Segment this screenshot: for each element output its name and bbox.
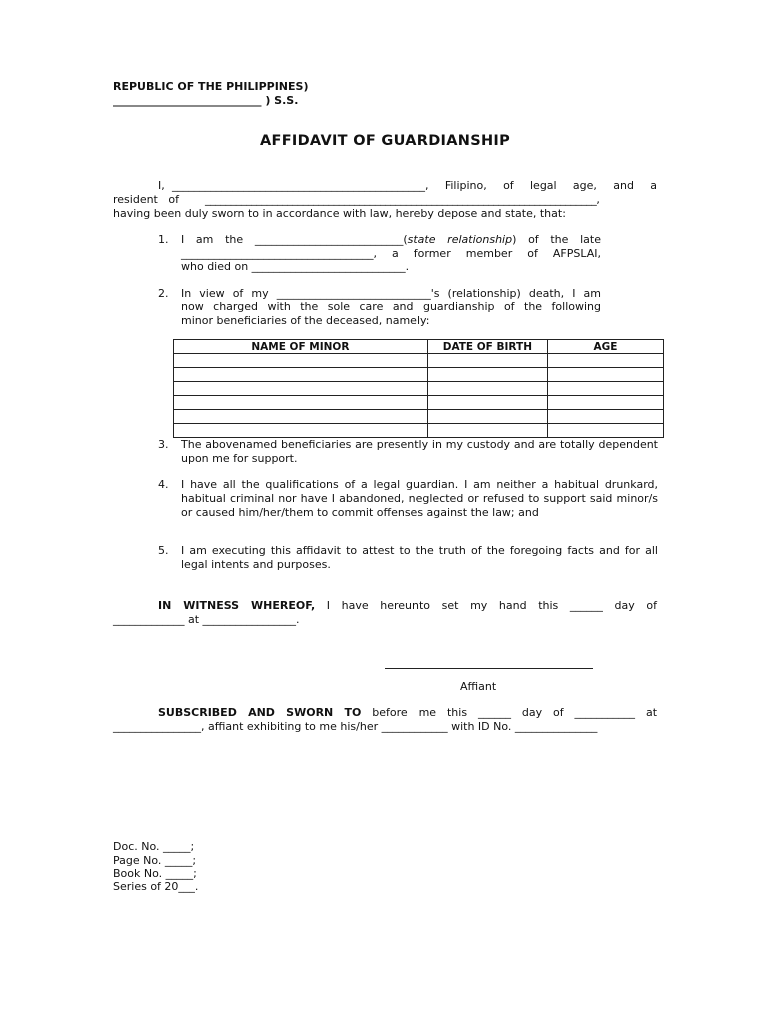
table-row bbox=[174, 410, 664, 424]
table-cell[interactable] bbox=[547, 354, 663, 368]
table-cell[interactable] bbox=[174, 368, 428, 382]
affiant-label: Affiant bbox=[460, 680, 497, 693]
header-venue: ___________________________ ) S.S. bbox=[113, 94, 299, 107]
table-cell[interactable] bbox=[174, 410, 428, 424]
notary-page: Page No. _____; bbox=[113, 854, 197, 867]
witness-rest: I have hereunto set my hand this ______ day of bbox=[326, 599, 658, 612]
item-1-line3: who died on ____________________________. bbox=[181, 260, 410, 273]
item-2-line3: minor beneficiaries of the deceased, namely: bbox=[181, 314, 430, 327]
notary-series: Series of 20___. bbox=[113, 880, 199, 893]
item-2-line2: now charged with the sole care and guardianship of the following bbox=[181, 300, 601, 313]
table-header-row bbox=[174, 340, 664, 354]
witness-line1 bbox=[158, 599, 657, 613]
intro-resident: resident of bbox=[113, 193, 179, 206]
witness-line2: _____________ at _________________. bbox=[113, 613, 300, 626]
table-cell[interactable] bbox=[174, 354, 428, 368]
sworn-line1 bbox=[158, 706, 657, 720]
affiant-signature-line[interactable] bbox=[385, 668, 593, 669]
item-5-text: I am executing this affidavit to attest to the truth of the foregoing facts and for all legal intents and purposes. bbox=[181, 544, 658, 571]
notary-book: Book No. _____; bbox=[113, 867, 197, 880]
table-cell[interactable] bbox=[427, 410, 547, 424]
sworn-rest: before me this ______ day of ___________ at bbox=[372, 706, 658, 719]
item-1-line1-b: ) of the late bbox=[512, 233, 601, 246]
sworn-line2: ________________, affiant exhibiting to me his/her ____________ with ID No. _______________ bbox=[113, 720, 598, 733]
item-3-text: The abovenamed beneficiaries are presently in my custody and are totally dependent upon me for support. bbox=[181, 438, 658, 465]
witness-bold: IN WITNESS WHEREOF, bbox=[158, 599, 316, 612]
table-cell[interactable] bbox=[547, 382, 663, 396]
item-1-line1-a: I am the ___________________________( bbox=[181, 233, 408, 246]
intro-line2: ____________________________________________________________________________, bbox=[205, 193, 600, 206]
minors-table bbox=[173, 339, 664, 438]
sworn-bold: SUBSCRIBED AND SWORN TO bbox=[158, 706, 362, 719]
item-1-number: 1. bbox=[158, 233, 169, 246]
item-1-line1-italic: state relationship bbox=[407, 233, 513, 246]
item-1-line2: ___________________________________, a former member of AFPSLAI, bbox=[181, 247, 601, 260]
header-country: REPUBLIC OF THE PHILIPPINES) bbox=[113, 80, 309, 93]
item-4-number: 4. bbox=[158, 478, 169, 491]
table-header-age: AGE bbox=[547, 340, 663, 354]
table-header-dob: DATE OF BIRTH bbox=[427, 340, 547, 354]
table-row bbox=[174, 382, 664, 396]
table-row bbox=[174, 354, 664, 368]
item-3-number: 3. bbox=[158, 438, 169, 451]
intro-line1: ______________________________________________, Filipino, of legal age, and a bbox=[172, 179, 657, 192]
table-cell[interactable] bbox=[547, 396, 663, 410]
table-cell[interactable] bbox=[174, 396, 428, 410]
table-header-name: NAME OF MINOR bbox=[174, 340, 428, 354]
table-cell[interactable] bbox=[174, 382, 428, 396]
table-row bbox=[174, 396, 664, 410]
item-2-number: 2. bbox=[158, 287, 169, 300]
table-cell[interactable] bbox=[547, 368, 663, 382]
notary-doc: Doc. No. _____; bbox=[113, 840, 195, 853]
table-row bbox=[174, 424, 664, 438]
item-5-number: 5. bbox=[158, 544, 169, 557]
table-cell[interactable] bbox=[174, 424, 428, 438]
table-cell[interactable] bbox=[427, 396, 547, 410]
item-2-line1: In view of my ____________________________'s (relationship) death, I am bbox=[181, 287, 601, 300]
table-cell[interactable] bbox=[547, 424, 663, 438]
table-cell[interactable] bbox=[547, 410, 663, 424]
document-title: AFFIDAVIT OF GUARDIANSHIP bbox=[259, 133, 511, 149]
table-cell[interactable] bbox=[427, 354, 547, 368]
table-cell[interactable] bbox=[427, 424, 547, 438]
table-cell[interactable] bbox=[427, 368, 547, 382]
item-1-line1 bbox=[181, 233, 601, 247]
table-cell[interactable] bbox=[427, 382, 547, 396]
table-row bbox=[174, 368, 664, 382]
intro-i: I, bbox=[158, 179, 165, 192]
intro-line3: having been duly sworn to in accordance with law, hereby depose and state, that: bbox=[113, 207, 566, 220]
item-4-text: I have all the qualifications of a legal guardian. I am neither a habitual drunkard, habitual criminal nor have I abandoned, neglected or refused to support said minor/s or caused him/her/them to commit offenses against the law; and bbox=[181, 478, 658, 519]
